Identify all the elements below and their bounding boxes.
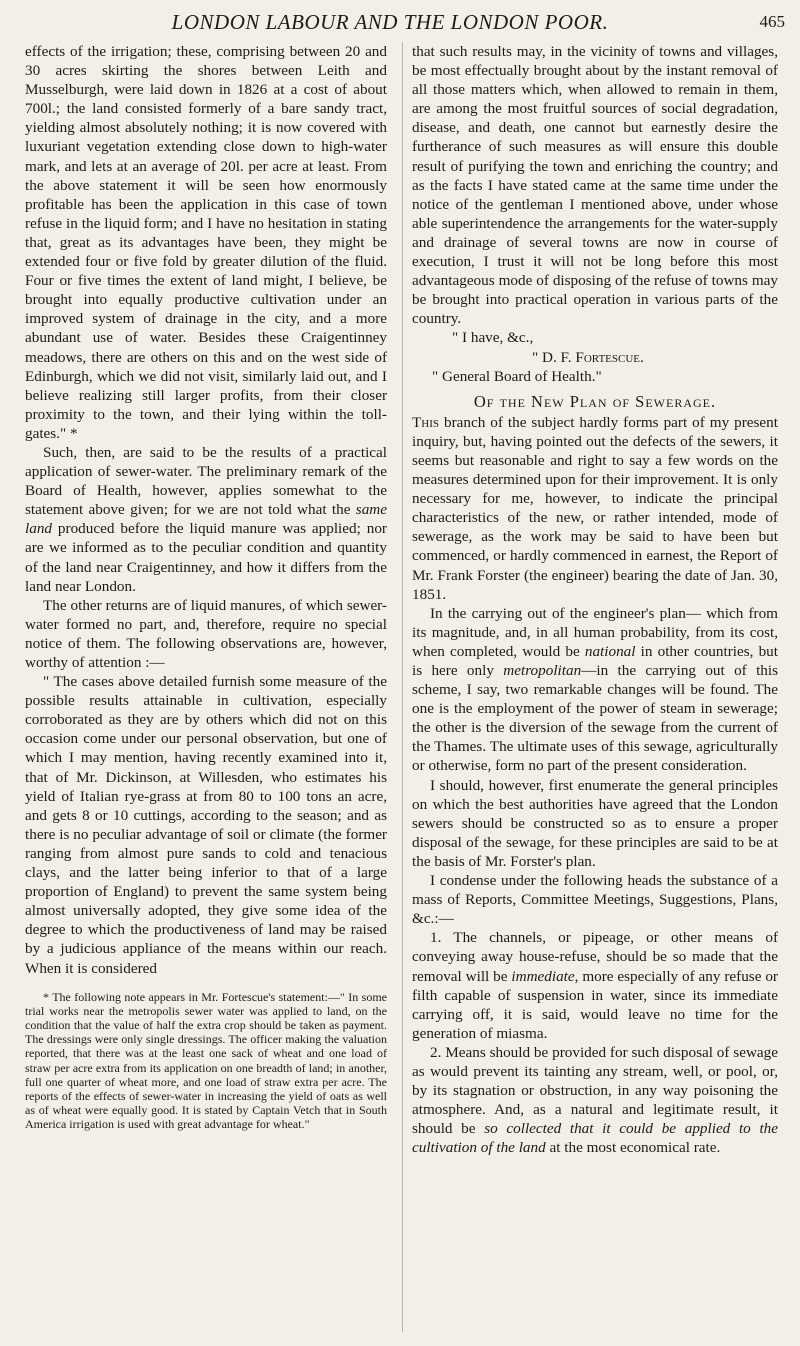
list-item (412, 1043, 778, 1158)
text-run: , more especially of any refuse or filth capable of suspension in water, since its immediate carrying off, it is said, would leave no time for the generation of miasma. (412, 967, 778, 1042)
text-run: In the carrying out of the engineer's plan— which from its magnitude, and, in all human probability, from its cost, when completed, would be (412, 604, 778, 660)
paragraph: effects of the irrigation; these, comprising between 20 and 30 acres skirting the shores between Leith and Musselburgh, were laid down in 1826 at a cost of about 700l.; the land consisted formerly of a bare sandy tract, yielding almost absolutely nothing; it is now covered with luxuriant vegetation extending close down to high-water mark, and lets at an average of 20l. per acre at least. From the above statement it will be seen how enormously profitable has been the application in this case of town refuse in the liquid form; and I have no hesitation in stating that, great as its advantages have been, they might be extended four or five fold by greater dilution of the fluid. Four or five times the extent of land might, I believe, be brought into equally productive cultivation under an improved system of drainage in the city, and a more abundant use of water. Besides these Craigentinney meadows, there are others on this and on the west side of Edinburgh, which we did not visit, similarly laid out, and I believe realizing still larger profits, from their closer proximity to the town, and their lying within the toll-gates." * (25, 43, 387, 442)
text-run: branch of the subject hardly forms part of my present inquiry, but, having pointed out the defects of the sewers, it seems but reasonable and right to say a few words on the measures determined upon for their improvement. It is only necessary for me, however, to indicate the principal characteristics of the new, or rather intended, mode of sewerage, as the work may be said to have been but commenced, or hardly commenced in earnest, the Report of Mr. Frank Forster (the engineer) bearing the date of Jan. 30, 1851. (412, 413, 778, 603)
emphasis: metropolitan (503, 662, 582, 679)
paragraph (25, 443, 387, 596)
text-run: 1. The channels, or pipeage, or other means of conveying away house-refuse, should be so made that the removal will be (412, 929, 778, 985)
paragraph: that such results may, in the vicinity of towns and villages, be most effectually brought about by the instant removal of all those matters which, when allowed to remain in them, are among the most fruitful sources of social degradation, disease, and death, one cannot but earnestly desire the furtherance of such measures as will ensure this double result of purifying the town and enriching the country; and as the facts I have stated came at the same time under the notice of the gentleman I mentioned above, under whose able superintendence the arrangements for the water-supply and drainage of several towns are now in course of execution, I trust it will not be long before this most advantageous mode of disposing of the refuse of towns may be brought into practical operation in various parts of the country. (412, 43, 778, 328)
footnote: * The following note appears in Mr. Fortescue's statement:—" In some trial works near the metropolis sewer water was applied to land, on the condition that the value of half the extra crop should be taken as payment. The dressings were only single dressings. The officer making the valuation reported, that there was at the least one sack of wheat and one load of straw per acre extra from its application on one breadth of land; in another, full one quarter of wheat more, and one load of straw extra per acre. The reports of the effects of sewer-water in increasing the yield of oats as well as of wheat were equally good. It is stated by Captain Vetch that in South America irrigation is used with great advantage for wheat." (25, 989, 387, 1132)
left-column (25, 42, 387, 1132)
text-run: 2. Means should be provided for such disposal of sewage as would prevent its tainting any stream, well, or pool, or, by its stagnation or obstruction, in any way poisoning the atmosphere. And, as a natural and legitimate result, it should be (412, 1043, 778, 1138)
column-divider (402, 42, 403, 1332)
page-number: 465 (759, 12, 785, 31)
right-column (412, 42, 778, 1157)
emphasis: immediate (511, 967, 575, 985)
paragraph: The other returns are of liquid manures, of which sewer-water formed no part, and, therefore, require no special notice of them. The following observations are, however, worthy of attention :— (25, 596, 387, 671)
lead-word: This (412, 413, 440, 431)
running-head: LONDON LABOUR AND THE LONDON POOR. (171, 10, 609, 34)
text-run: at the most economical rate. (545, 1139, 721, 1157)
text-run: Such, then, are said to be the results of a practical application of sewer-water. The preliminary remark of the Board of Health, however, applies somewhat to the statement above given; for we are not told what the (25, 443, 387, 519)
page-header (0, 10, 800, 36)
list-item (412, 928, 778, 1043)
paragraph (412, 413, 778, 604)
paragraph (412, 604, 778, 776)
emphasis: same land (25, 501, 387, 538)
emphasis: so collected that it could be applied to the cultivation of the land (412, 1120, 778, 1157)
letter-signature: " D. F. Fortescue. (532, 348, 644, 366)
text-run: in other countries, but is here only (412, 642, 778, 679)
paragraph: I condense under the following heads the substance of a mass of Reports, Committee Meetings, Suggestions, Plans, &c.:— (412, 872, 778, 928)
quote-paragraph: " The cases above detailed furnish some measure of the possible results attainable in cultivation, especially corroborated as they are by others which did not on this occasion come under our personal observation, but one of which I may mention, having recently examined into it, that of Mr. Dickinson, at Willesden, who estimates his yield of Italian rye-grass at from 80 to 100 tons an acre, and gets 8 or 10 cuttings, according to the season; and as there is no peculiar advantage of soil or climate (the former ranging from almost pure sands to cold and tenacious clays, and the latter being inferior to that of a large proportion of England) to prevent the same system being almost universally adopted, they give some idea of the degree to which the productiveness of land may be raised by a judicious appliance of the means within our reach. When it is considered (25, 673, 387, 977)
letter-closing: " I have, &c., (452, 329, 534, 347)
letter-affiliation: " General Board of Health." (432, 367, 602, 385)
emphasis: national (584, 642, 636, 660)
text-run: produced before the liquid manure was applied; nor are we informed as to the peculiar condition and quantity of the land near Craigentinney, and how it differs from the land near London. (25, 520, 387, 595)
section-title: Of the New Plan of Sewerage. (473, 391, 717, 411)
paragraph: I should, however, first enumerate the general principles on which the best authorities have agreed that the London sewers should be constructed so as to ensure a proper disposal of the sewage, for these principles are said to be at the basis of Mr. Forster's plan. (412, 776, 778, 870)
text-run: —in the carrying out of this scheme, I say, two remarkable changes will be found. The one is the employment of the power of steam in sewerage; the other is the diversion of the sewage from the current of the Thames. The ultimate uses of this sewage, agriculturally or otherwise, form no part of the present consideration. (412, 662, 779, 775)
